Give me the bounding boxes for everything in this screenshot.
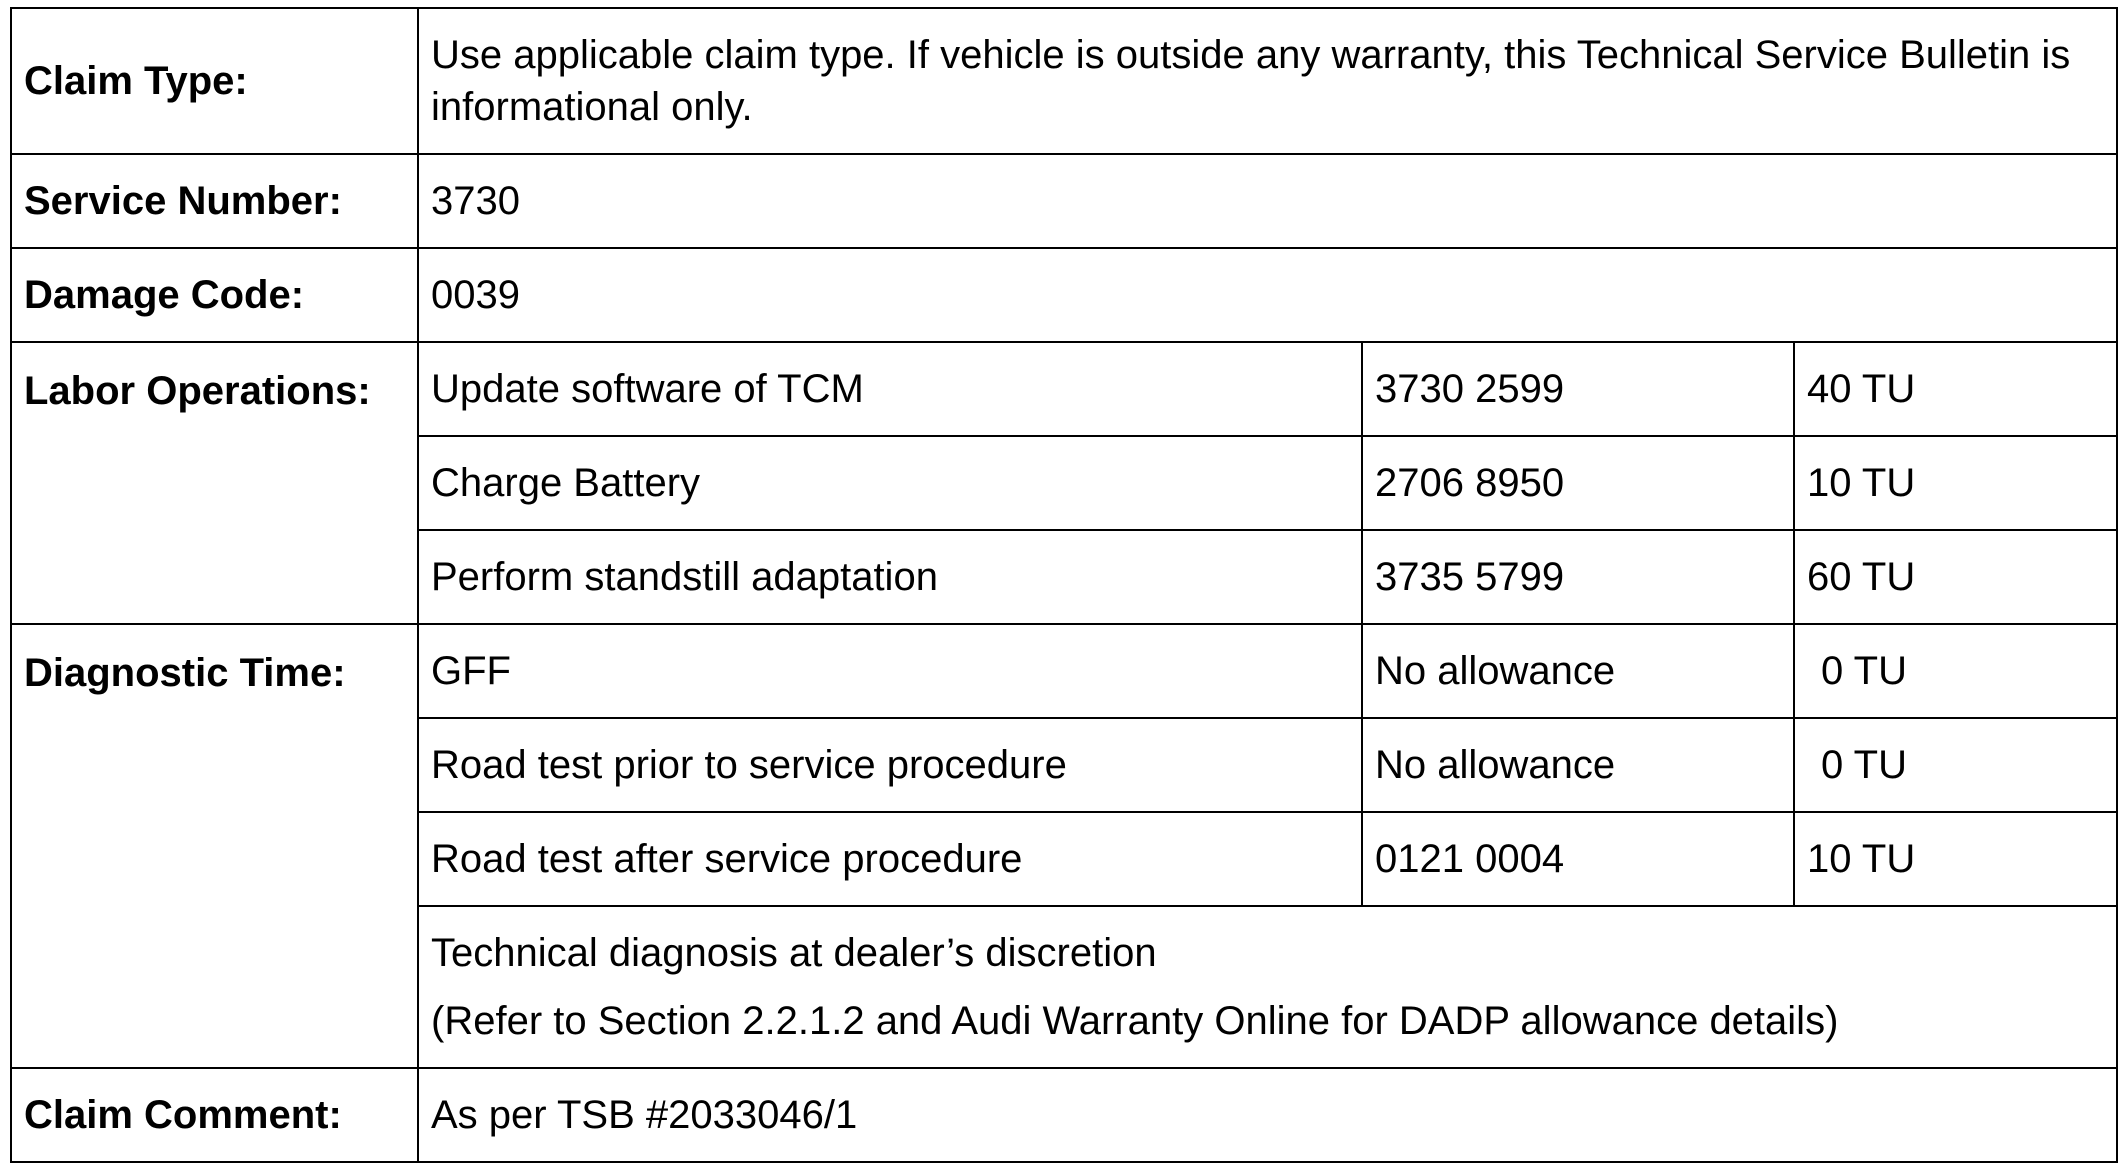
diagnostic-code: 0121 0004: [1362, 812, 1794, 906]
diagnostic-time-row: [11, 624, 2117, 718]
diagnostic-description: Road test after service procedure: [418, 812, 1362, 906]
labor-operation-row: [11, 342, 2117, 436]
service-number-row: [11, 154, 2117, 248]
diagnostic-time-value: 10 TU: [1794, 812, 2117, 906]
diagnostic-code: No allowance: [1362, 718, 1794, 812]
diagnostic-description: Road test prior to service procedure: [418, 718, 1362, 812]
claim-comment-row: [11, 1068, 2117, 1162]
claim-comment-value: As per TSB #2033046/1: [418, 1068, 2117, 1162]
labor-operation-time: 10 TU: [1794, 436, 2117, 530]
discretion-reference-text: (Refer to Section 2.2.1.2 and Audi Warranty Online for DADP allowance details): [431, 999, 1839, 1043]
service-number-label: Service Number:: [11, 154, 418, 248]
labor-operation-time: 40 TU: [1794, 342, 2117, 436]
diagnostic-description: GFF: [418, 624, 1362, 718]
diagnostic-code: No allowance: [1362, 624, 1794, 718]
diagnostic-time-value: 0 TU: [1794, 718, 2117, 812]
diagnostic-discretion-cell: [418, 906, 2117, 1068]
labor-operation-description: Perform standstill adaptation: [418, 530, 1362, 624]
diagnostic-time-value: 0 TU: [1794, 624, 2117, 718]
claim-comment-label: Claim Comment:: [11, 1068, 418, 1162]
claim-type-row: [11, 8, 2117, 154]
warranty-claim-table: [10, 7, 2118, 1163]
damage-code-label: Damage Code:: [11, 248, 418, 342]
service-number-value: 3730: [418, 154, 2117, 248]
claim-type-value: Use applicable claim type. If vehicle is outside any warranty, this Technical Service Bulletin is informational only.: [418, 8, 2117, 154]
claim-type-label: Claim Type:: [11, 8, 418, 154]
damage-code-value: 0039: [418, 248, 2117, 342]
diagnostic-time-label: Diagnostic Time:: [11, 624, 418, 1068]
labor-operation-code: 3735 5799: [1362, 530, 1794, 624]
labor-operations-label: Labor Operations:: [11, 342, 418, 624]
labor-operation-description: Update software of TCM: [418, 342, 1362, 436]
labor-operation-code: 2706 8950: [1362, 436, 1794, 530]
labor-operation-description: Charge Battery: [418, 436, 1362, 530]
labor-operation-code: 3730 2599: [1362, 342, 1794, 436]
discretion-text: Technical diagnosis at dealer’s discretion: [431, 931, 1157, 975]
labor-operation-time: 60 TU: [1794, 530, 2117, 624]
damage-code-row: [11, 248, 2117, 342]
